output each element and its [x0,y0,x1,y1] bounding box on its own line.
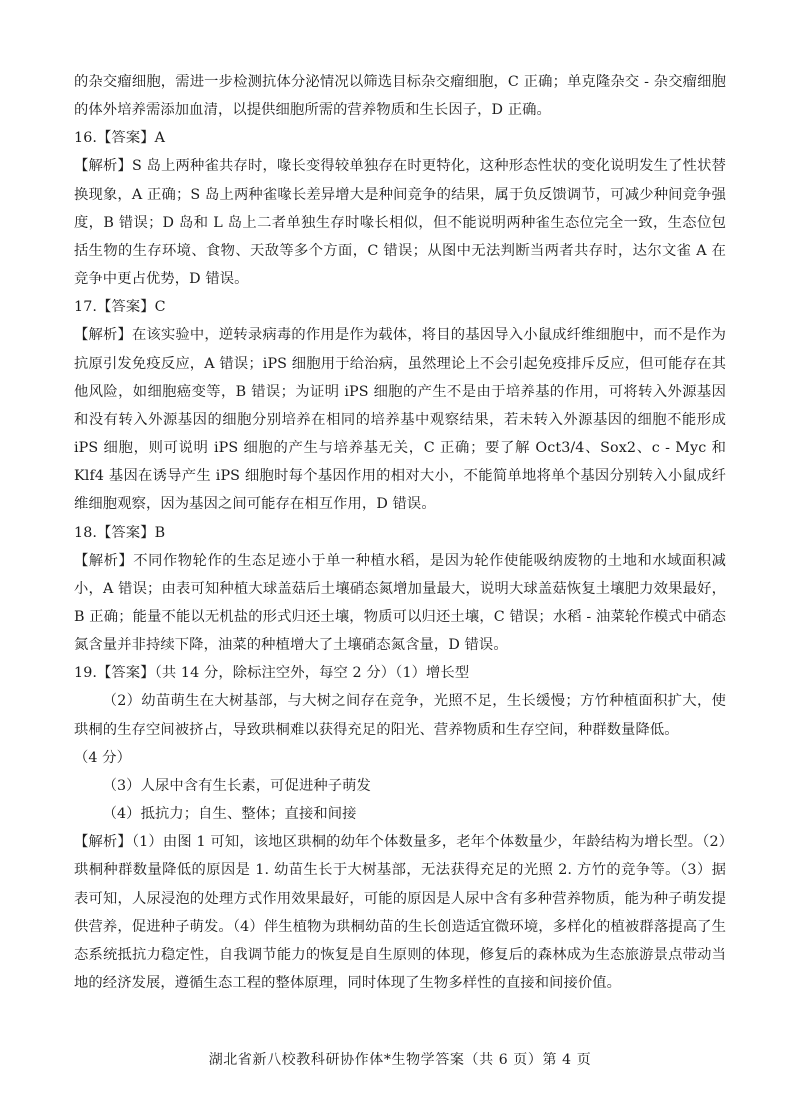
analysis-18: 【解析】不同作物轮作的生态足迹小于单一种植水稻，是因为轮作使能吸纳废物的土地和水域面积减小，A 错误；由表可知种植大球盖菇后土壤硝态氮增加量最大，说明大球盖菇恢复土壤肥力效果最好，B 正确；能量不能以无机盐的形式归还土壤，物质可以归还土壤，C 错误；水稻 - 油菜轮作模式中硝态氮含量并非持续下降，油菜的种植增大了土壤硝态氮含量，D 错误。 [74,552,726,654]
answer-19-part2: （2）幼苗萌生在大树基部，与大树之间存在竞争，光照不足，生长缓慢；方竹种植面积扩大，使珙桐的生存空间被挤占，导致珙桐难以获得充足的阳光、营养物质和生存空间，种群数量降低。 [74,693,726,738]
analysis-16: 【解析】S 岛上两种雀共存时，喙长变得较单独存在时更特化，这种形态性状的变化说明发生了性状替换现象，A 正确；S 岛上两种雀喙长差异增大是种间竞争的结果，属于负反馈调节，可减少种间竞争强度，B 错误；D 岛和 L 岛上二者单独生存时喙长相似，但不能说明两种雀生态位完全一致，生态位包括生物的生存环境、食物、天敌等多个方面，C 错误；从图中无法判断当两者共存时，达尔文雀 A 在竞争中更占优势，D 错误。 [74,158,726,288]
answer-19-part2-score: （4 分） [74,749,132,766]
page-footer: 湖北省新八校教科研协作体*生物学答案（共 6 页）第 4 页 [208,1052,592,1068]
document-body [74,68,726,997]
answer-19-part3: （3）人尿中含有生长素，可促进种子萌发 [102,777,371,794]
paragraph-continuation: 的杂交瘤细胞，需进一步检测抗体分泌情况以筛选目标杂交瘤细胞，C 正确；单克隆杂交 - 杂交瘤细胞的体外培养需添加血清，以提供细胞所需的营养物质和生长因子，D 正确。 [74,74,726,119]
answer-19-part1: 19.【答案】（共 14 分，除标注空外，每空 2 分）（1）增长型 [74,665,470,682]
answer-16: 16.【答案】A [74,130,166,147]
analysis-19: 【解析】（1）由图 1 可知，该地区珙桐的幼年个体数量多，老年个体数量少，年龄结构为增长型。（2）珙桐种群数量降低的原因是 1. 幼苗生长于大树基部，无法获得充足的光照 2. 方竹的竞争等。（3）据表可知，人尿浸泡的处理方式作用效果最好，可能的原因是人尿中含有多种营养物质，能为种子萌发提供营养，促进种子萌发。（4）伴生植物为珙桐幼苗的生长创造适宜微环境，多样化的植被群落提高了生态系统抵抗力稳定性，自我调节能力的恢复是自生原则的体现，修复后的森林成为生态旅游景点带动当地的经济发展，遵循生态工程的整体原理，同时体现了生物多样性的直接和间接价值。 [74,834,726,991]
answer-18: 18.【答案】B [74,524,166,541]
answer-19-part4: （4）抵抗力；自生、整体；直接和间接 [102,806,357,823]
analysis-17: 【解析】在该实验中，逆转录病毒的作用是作为载体，将目的基因导入小鼠成纤维细胞中，而不是作为抗原引发免疫反应，A 错误；iPS 细胞用于给治病，虽然理论上不会引起免疫排斥反应，但可能存在其他风险，如细胞癌变等，B 错误；为证明 iPS 细胞的产生不是由于培养基的作用，可将转入外源基因和没有转入外源基因的细胞分别培养在相同的培养基中观察结果，若未转入外源基因的细胞不能形成 iPS 细胞，则可说明 iPS 细胞的产生与培养基无关，C 正确；要了解 Oct3/4、Sox2、c - Myc 和 Klf4 基因在诱导产生 iPS 细胞时每个基因作用的相对大小，不能简单地将单个基因分别转入小鼠成纤维细胞观察，因为基因之间可能存在相互作用，D 错误。 [74,327,726,513]
answer-17: 17.【答案】C [74,299,166,316]
